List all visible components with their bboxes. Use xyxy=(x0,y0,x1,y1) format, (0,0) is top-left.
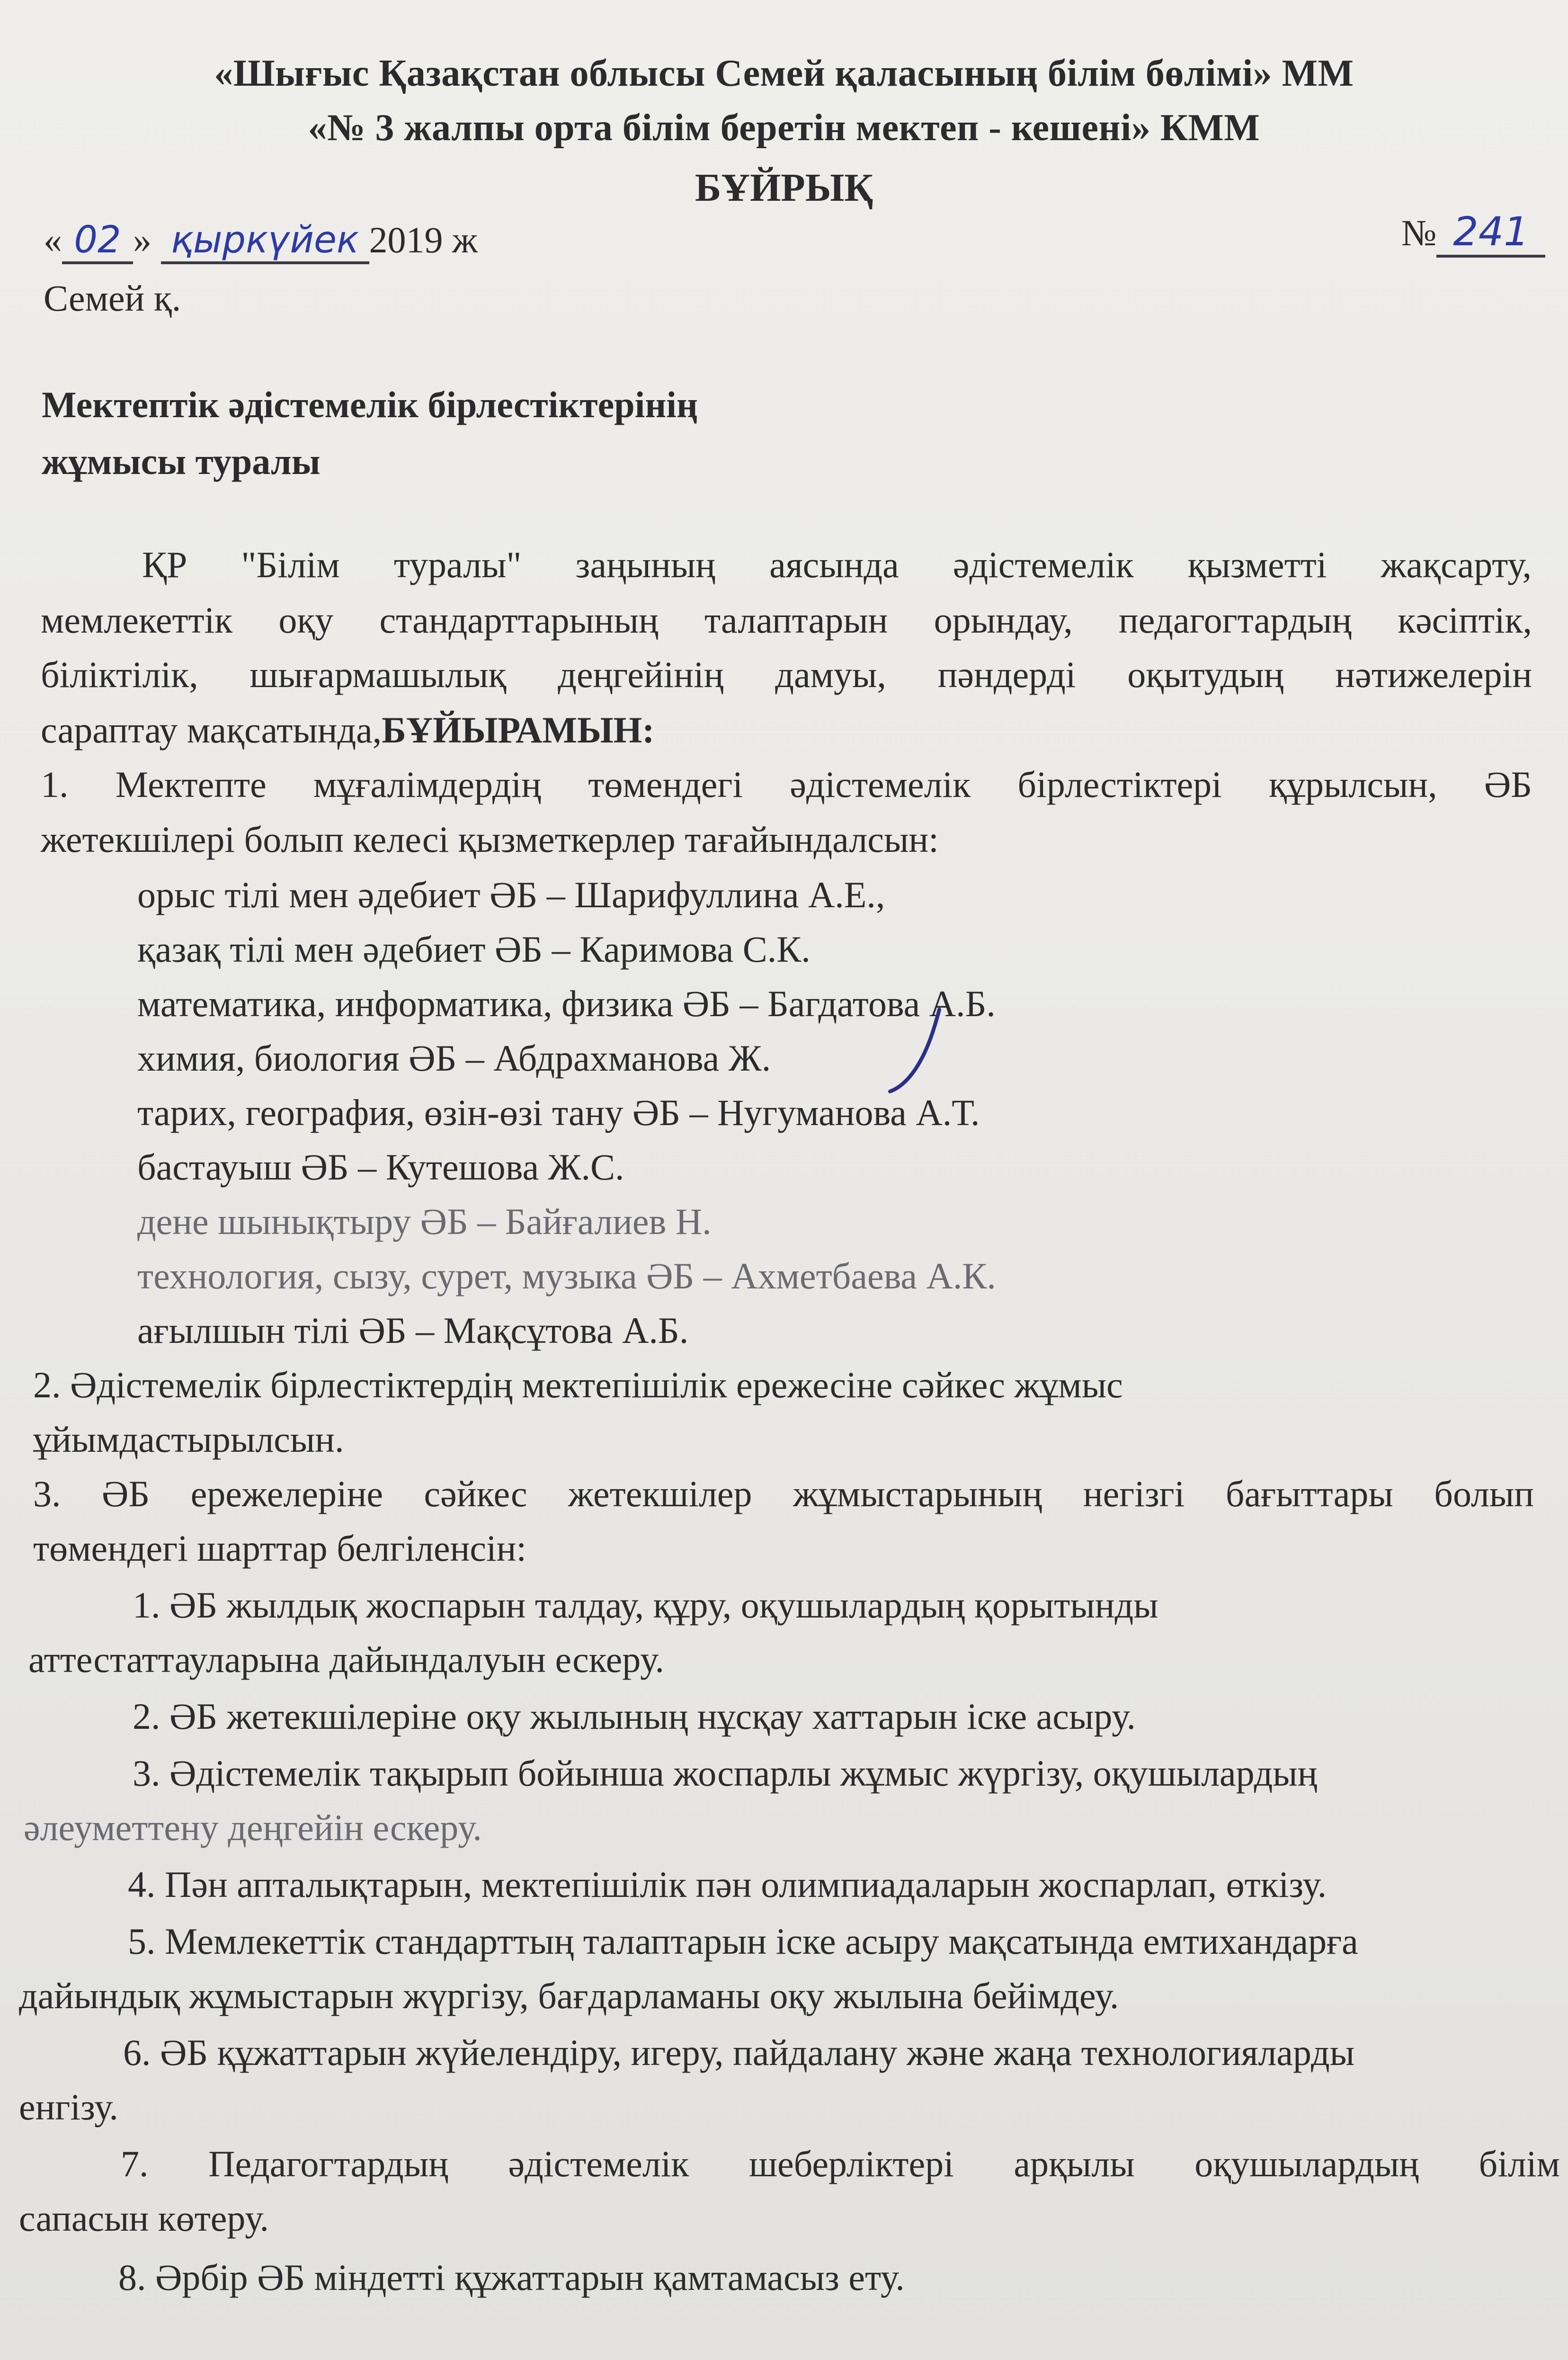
sub6-line-1: 6. ӘБ құжаттарын жүйелендіру, игеру, пайдалану және жаңа технологияларды xyxy=(123,2032,1355,2073)
order-keyword: БҰЙЫРАМЫН: xyxy=(382,709,655,751)
preamble-line-3: біліктілік, шығармашылық деңгейінің дамуы, пәндерді оқытудың нәтижелерін xyxy=(41,654,1532,695)
item2-line-2: ұйымдастырылсын. xyxy=(33,1419,344,1460)
item3-line-1: 3. ӘБ ережелеріне сәйкес жетекшілер жұмыстарының негізгі бағыттары болып xyxy=(33,1473,1534,1514)
sub2-line-1: 2. ӘБ жетекшілеріне оқу жылының нұсқау хаттарын іске асыру. xyxy=(133,1696,1136,1737)
order-number xyxy=(1401,208,1545,258)
sub4-line-1: 4. Пән апталықтарын, мектепішілік пән олимпиадаларын жоспарлап, өткізу. xyxy=(128,1864,1327,1905)
head-history: тарих, география, өзін-өзі тану ӘБ – Нугуманова А.Т. xyxy=(137,1092,980,1133)
date-open-quote: « xyxy=(44,219,62,260)
subject-line-1: Мектептік әдістемелік бірлестіктерінің xyxy=(42,384,698,425)
sub7-line-1: 7. Педагогтардың әдістемелік шеберліктері арқылы оқушылардың білім xyxy=(121,2143,1560,2184)
head-pe: дене шынықтыру ӘБ – Байғалиев Н. xyxy=(137,1201,712,1242)
sub1-line-2: аттестаттауларына дайындалуын ескеру. xyxy=(28,1639,664,1680)
sub3-line-1: 3. Әдістемелік тақырып бойынша жоспарлы жұмыс жүргізу, оқушылардың xyxy=(133,1752,1318,1794)
sub7-line-2: сапасын көтеру. xyxy=(19,2198,269,2239)
head-english: ағылшын тілі ӘБ – Мақсұтова А.Б. xyxy=(137,1310,689,1351)
number-handwritten: 241 xyxy=(1436,208,1545,258)
date-year: 2019 ж xyxy=(369,219,478,260)
sub5-line-1: 5. Мемлекеттік стандарттың талаптарын іске асыру мақсатында емтихандарға xyxy=(128,1921,1358,1962)
head-primary: бастауыш ӘБ – Кутешова Ж.С. xyxy=(137,1146,624,1188)
item3-line-2: төмендегі шарттар белгіленсін: xyxy=(33,1528,527,1569)
sub3-line-2: әлеуметтену деңгейін ескеру. xyxy=(24,1807,482,1848)
head-kazakh: қазақ тілі мен әдебиет ӘБ – Каримова С.К. xyxy=(137,929,811,970)
date-close-quote: » xyxy=(133,219,151,260)
date-day-handwritten: 02 xyxy=(62,219,133,264)
sub8-line-1: 8. Әрбір ӘБ міндетті құжаттарын қамтамасыз ету. xyxy=(118,2257,905,2298)
item1-line-2: жетекшілері болып келесі қызметкерлер тағайындалсын: xyxy=(41,819,939,860)
handwritten-check-mark xyxy=(881,1004,947,1099)
city: Семей қ. xyxy=(44,277,181,319)
preamble-line-2: мемлекеттік оқу стандарттарының талаптарын орындау, педагогтардың кәсіптік, xyxy=(41,599,1532,641)
organization-line: «Шығыс Қазақстан облысы Семей қаласының білім бөлімі» ММ xyxy=(214,53,1354,94)
date-month-handwritten: қыркүйек xyxy=(161,219,369,264)
head-technology: технология, сызу, сурет, музыка ӘБ – Ахметбаева А.К. xyxy=(137,1255,996,1296)
head-chemistry: химия, биология ӘБ – Абдрахманова Ж. xyxy=(137,1037,771,1079)
document-title: БҰЙРЫҚ xyxy=(695,166,873,210)
sub6-line-2: енгізу. xyxy=(19,2086,118,2128)
head-math: математика, информатика, физика ӘБ – Багдатова А.Б. xyxy=(137,983,996,1024)
subject-line-2: жұмысы туралы xyxy=(42,441,321,482)
sub5-line-2: дайындық жұмыстарын жүргізу, бағдарламаны оқу жылына бейімдеу. xyxy=(19,1975,1119,2016)
sub1-line-1: 1. ӘБ жылдық жоспарын талдау, құру, оқушылардың қорытынды xyxy=(133,1584,1158,1626)
number-prefix: № xyxy=(1401,212,1437,253)
school-line: «№ 3 жалпы орта білім беретін мектеп - кешені» КММ xyxy=(308,107,1260,149)
head-russian: орыс тілі мен әдебиет ӘБ – Шарифуллина А.Е., xyxy=(137,874,885,915)
preamble-line-1: ҚР "Білім туралы" заңының аясында әдістемелік қызметті жақсарту, xyxy=(142,544,1532,585)
item2-line-1: 2. Әдістемелік бірлестіктердің мектепішілік ережесіне сәйкес жұмыс xyxy=(33,1364,1123,1405)
date-line xyxy=(44,219,478,264)
preamble-purpose-end: сараптау мақсатында, xyxy=(41,709,382,751)
item1-line-1: 1. Мектепте мұғалімдердің төмендегі әдістемелік бірлестіктері құрылсын, ӘБ xyxy=(41,764,1532,805)
preamble-line-4 xyxy=(41,709,654,751)
